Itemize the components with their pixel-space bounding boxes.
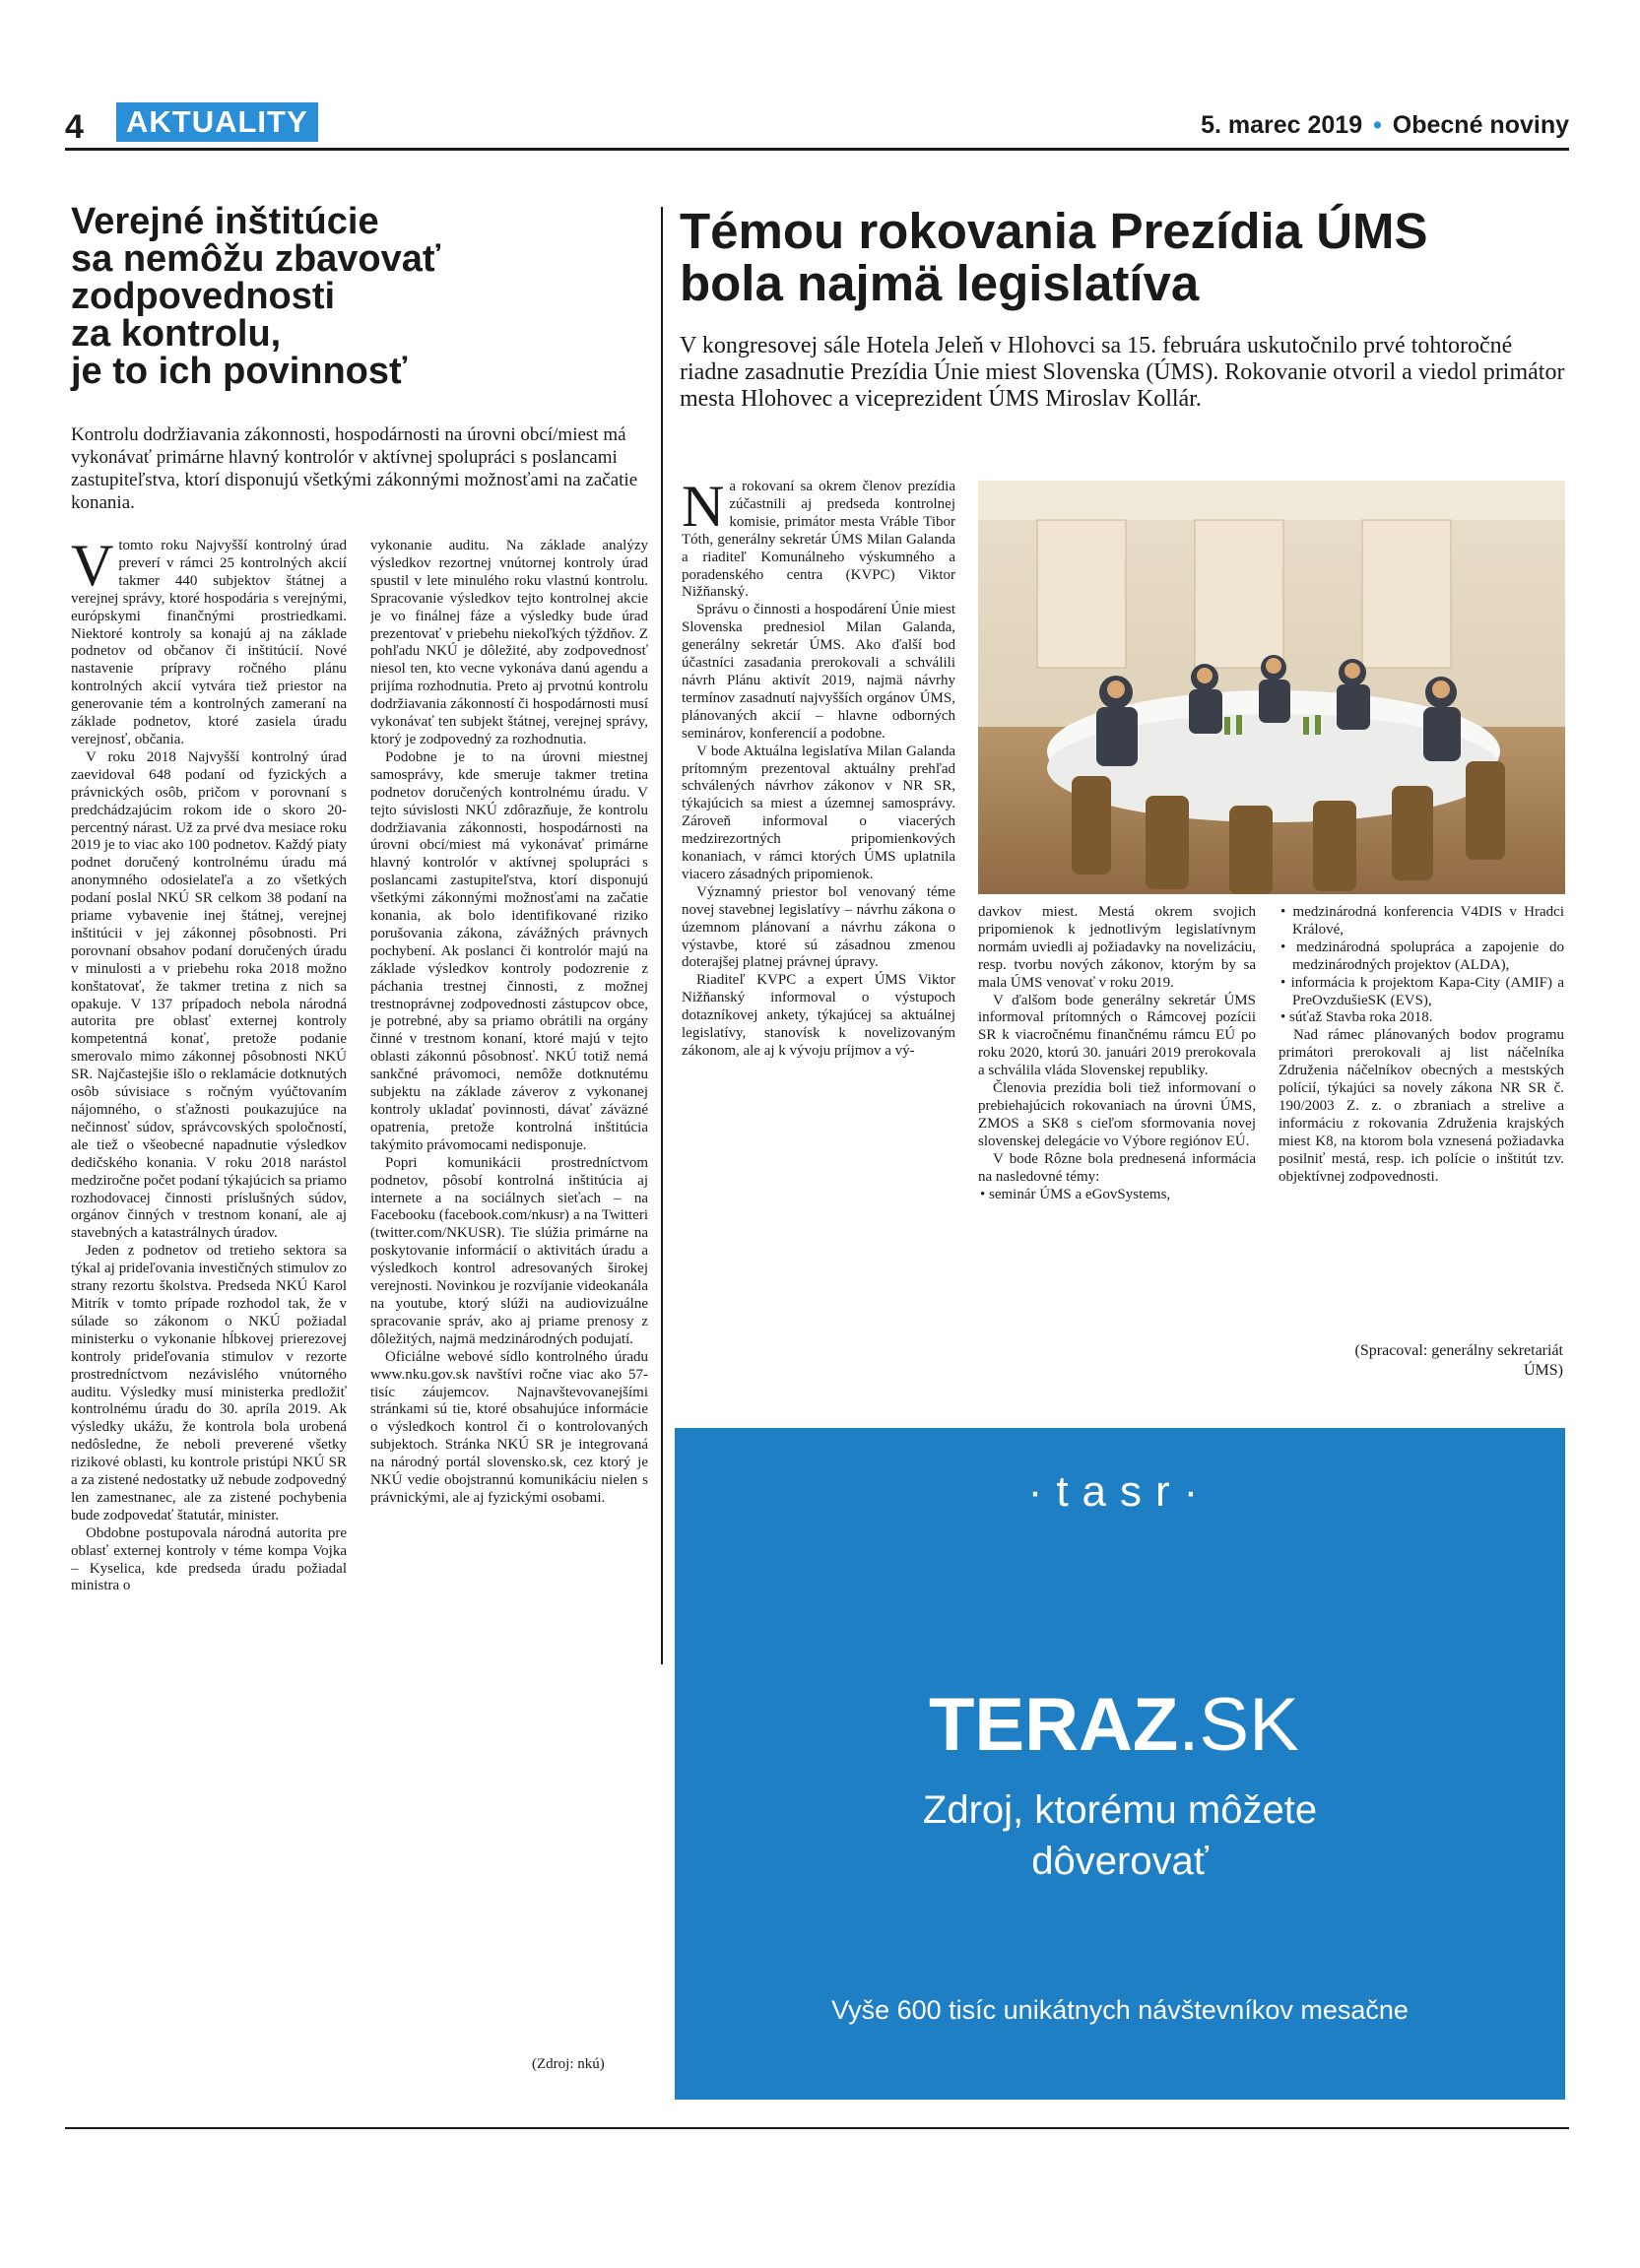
left-article-column-1 [71,538,347,2074]
teraz-sk-logo [929,1682,1299,1768]
tasr-logo: ·tasr· [1027,1467,1213,1516]
paragraph: V ďalšom bode generálny sekretár ÚMS informoval prítomných o Rámcovej pozícii SR k viacročnému finančnému rámcu EÚ po roku 2020, ktorú 30. januári 2019 prerokovala a schválila vláda Slovenskej republiky. [978,992,1256,1079]
claim-line: Zdroj, ktorému môžete [922,1788,1318,1832]
right-article-column-3 [1279,904,1564,1396]
left-article-headline [71,203,623,390]
issue-date-line [1201,111,1569,140]
list-item: • súťaž Stavba roka 2018. [1279,1009,1564,1027]
list-item: • medzinárodná konferencia V4DIS v Hradci Králové, [1279,904,1564,940]
paragraph: Jeden z podnetov od tretieho sektora sa týkal aj prideľovania investičných stimulov zo strany rezortu školstva. Predseda NKÚ Karol Mitrík v tomto prípade rozhodol tak, že v súlade so zákonom o NKÚ požiadal ministerku o vykonanie hĺbkovej prierezovej kontroly prideľovania stimulov v rezorte prostredníctvom nezávislého vnútorného auditu. Výsledky musí ministerka predložiť kontrolnému úradu do 30. apríla 2019. Ak výsledky ukážu, že kontrola bola urobená nedôsledne, že neboli preverené všetky rizikové oblasti, ku kontrole pristúpi NKÚ SR a za zistené nedostatky už nebude zodpovedný len zamestnanec, ale za zistené pochybenia bude zodpovedať štatutár, minister. [71,1243,347,1523]
paragraph: vykonanie auditu. Na základe analýzy výsledkov rezortnej vnútornej kontroly úrad spustil v lete minulého roku vlastnú kontrolu. Spracovanie výsledkov tejto kontrolnej akcie je vo finálnej fáze a výsledky bude úrad prezentovať v priebehu niekoľkých týždňov. Z pohľadu NKÚ je dôležité, aby zodpovednosť niesol ten, kto vecne vykonáva danú agendu a prijíma rozhodnutia. Preto aj prvotnú kontrolu dodržiavania zákonností či hospodárnosti musí vykonávať ten subjekt štátnej, verejnej správy, ktorý je zodpovedný za rozhodnutia. [370,538,648,747]
separator-dot: • [1373,111,1382,139]
ad-claim [675,1784,1565,1887]
paragraph: Významný priestor bol venovaný téme novej stavebnej legislatívy – návrhu zákona o územnom plánovaní a návrhu zákona o výstavbe, ktoré sú zásadnou zmenou doterajšej platnej právnej úpravy. [682,883,955,971]
right-article-column-1 [682,479,955,1394]
topic-list [1279,904,1564,1027]
paragraph-text: tomto roku Najvyšší kontrolný úrad preverí v rámci 25 kontrolných akcií takmer 440 subjektov štátnej a verejnej správy, ktoré hospodária s verejnými, európskymi finančnými prostriedkami. Niektoré kontroly sa konajú aj na základe podnetov od občanov či inštitúcií. Nové nastavenie prípravy ročného plánu kontrolných akcií vytvára tiež priestor na generovanie tém a kontrolných zameraní na základe podnetov, ktoré zasiela úradu verejnosť, občania. [71,538,347,747]
column-divider [661,207,663,1664]
tasr-advertisement[interactable] [675,1428,1565,2100]
paragraph: V bode Aktuálna legislatíva Milan Galanda prítomným prezentoval aktuálny prehľad schválených návrhov zákonov v NR SR, týkajúcich sa miest a územnej samosprávy. Zároveň informoval o viacerých medzirezortných pripomienkových konaniach, v rámci ktorých ÚMS uplatnila viacero zásadných pripomienok. [682,743,955,882]
right-article-source: (Spracoval: generálny sekretariát ÚMS) [1354,1342,1563,1379]
paragraph: Obdobne postupovala národná autorita pre oblasť externej kontroly v téme kompa Vojka – Kyselica, kde predseda úradu požiadal ministra o [71,1524,347,1594]
left-article-source: (Zdroj: nkú) [532,2056,605,2072]
right-article-headline [680,205,1576,309]
page-number: 4 [65,108,84,146]
brand-bold: TERAZ [929,1683,1179,1767]
header-rule [65,148,1569,151]
paragraph: V roku 2018 Najvyšší kontrolný úrad zaevidoval 648 podaní od fyzických a právnických osôb, pričom v porovnaní s predchádzajúcim rokom ide o skoro 20-percentný nárast. Už za prvé dva mesiace roku 2019 je to viac ako 100 podnetov. Každý piaty podnet doručený kontrolnému úradu má anonymného odosielateľa a zo všetkých podaní poslal NKÚ SR celkom 38 podaní na priame vybavenie inej štátnej, verejnej inštitúcii v jej zákonnej pôsobnosti. Pri porovnaní obsahov podaní doručených úradu v minulosti a v priebehu roka 2018 možno konštatovať, že takmer tretina z nich sa opakuje. V 137 prípadoch nebola národná autorita pre oblasť externej kontroly kompetentná konať, pretože podanie smerovalo mimo zákonnej pôsobnosti NKÚ SR. Najčastejšie išlo o reklamácie dotknutých osôb súvisiace s ročným vyúčtovaním nájomného, o sťažnosti poukazujúce na nečinnosť súdov, správcovských spoločností, ale tiež o všeobecné napadnutie výsledkov dedičského konania. V roku 2018 narástol medziročne počet podaní týkajúcich sa priamo rozhodovacej činnosti príslušných súdov, orgánov činných v trestnom konaní, ale aj stavebných a katastrálnych úradov. [71,748,347,1242]
issue-date: 5. marec 2019 [1201,111,1363,139]
paragraph: Podobne je to na úrovni miestnej samosprávy, kde smeruje takmer tretina podnetov doručených kontrolnému úradu. V tejto súvislosti NKÚ zdôrazňuje, že kontrolu dodržiavania zákonnosti, hospodárnosti na úrovni obcí/miest má vykonávať primárne hlavný kontrolór v aktívnej spolupráci s poslancami zastupiteľstva, ktorí disponujú všetkými zákonnými možnosťami na začatie konania, ak bolo identifikované riziko porušovania zákona, závážných právnych pochybení. Ak poslanci či kontrolór majú na základe výsledkov kontroly podozrenie z páchania trestnej činnosti, z možnej trestnoprávnej zodpovednosti zástupcov obce, je potrebné, aby sa priamo obrátili na orgány činné v trestnom konaní, ktoré majú v tejto oblasti zákonnú pôsobnosť. NKÚ totiž nemá sankčné právomoci, nemôže dotknutému subjektu na základe záverov z vykonanej kontroly ukladať povinnosti, dávať záväzné opatrenia, pretože kontrolná inštitúcia takýmito právomocami nedisponuje. [370,748,648,1153]
left-article-column-2 [370,538,648,2044]
drop-cap: N [682,479,725,539]
list-item: • seminár ÚMS a eGovSystems, [978,1187,1256,1204]
meeting-photo [978,481,1565,894]
claim-line: dôverovať [1031,1840,1209,1883]
list-item: • informácia k projektom Kapa-City (AMIF) a PreOvzdušieSK (EVS), [1279,975,1564,1010]
paragraph: Popri komunikácii prostredníctvom podnetov, pôsobí kontrolná inštitúcia aj internete a na sociálnych sieťach – na Facebooku (facebook.com/nkusr) a na Twitteri (twitter.com/NKUSR). Tie slúžia primárne na poskytovanie informácií o aktivitách úradu a výsledkoch kontrol adresovaných širokej verejnosti. Novinkou je rozvíjanie videokanála na youtube, ktorý slúži na audiovizuálne spracovanie správ, ako aj priame prenosy z dôležitých, najmä medzinárodných podujatí. [370,1154,648,1347]
brand-light: .SK [1178,1683,1299,1767]
headline-line: zodpovednosti [71,276,336,317]
drop-cap: V [71,538,114,598]
list-item: • medzinárodná spolupráca a zapojenie do medzinárodných projektov (ALDA), [1279,940,1564,975]
publication-name: Obecné noviny [1392,111,1569,139]
paragraph-text: a rokovaní sa okrem členov prezídia zúčastnili aj predseda kontrolnej komisie, primátor mesta Vráble Tibor Tóth, generálny sekretár ÚMS Milan Galanda a riaditeľ Komunálneho výskumného a poradenského centra (KVPC) Viktor Nižňanský. [682,479,955,601]
paragraph: Nad rámec plánovaných bodov programu primátori prerokovali aj list náčelníka Združenia náčelníkov obecných a mestských polícií, týkajúci sa novely zákona NR SR č. 190/2003 Z. z. o zbraniach a strelive a informáciu z rokovania Združenia krajských miest K8, na ktorom bola vznesená požiadavka posilniť mestá, resp. ich polície o inštitút tzv. objektívnej zodpovednosti. [1279,1027,1564,1185]
paragraph: Členovia prezídia boli tiež informovaní o prebiehajúcich rokovaniach na úrovni ÚMS, ZMOS a SK8 s cieľom sformovania novej slovenskej delegácie vo Výbore regiónov EÚ. [978,1080,1256,1149]
headline-line: sa nemôžu zbavovať [71,238,441,280]
paragraph: Riaditeľ KVPC a expert ÚMS Viktor Nižňanský informoval o výstupoch dotazníkovej ankety, týkajúcej sa aktuálnej legislatívy, stanovísk k novelizovaným zákonom, ale aj k vývoju príjmov a vý- [682,972,955,1059]
left-article-lead: Kontrolu dodržiavania zákonnosti, hospodárnosti na úrovni obcí/miest má vykonávať primárne hlavný kontrolór v aktívnej spolupráci s poslancami zastupiteľstva, ktorí disponujú všetkými zákonnými možnosťami na začatie konania. [71,424,638,513]
headline-line: je to ich povinnosť [71,351,408,392]
headline-line: Témou rokovania Prezídia ÚMS [680,203,1428,259]
headline-line: bola najmä legislatíva [680,255,1200,311]
headline-line: za kontrolu, [71,313,282,355]
topic-list [978,1187,1256,1204]
footer-rule [65,2127,1569,2129]
paragraph: V bode Rôzne bola prednesená informácia na nasledovné témy: [978,1150,1256,1185]
right-article-lead: V kongresovej sále Hotela Jeleň v Hlohovci sa 15. februára uskutočnilo prvé tohtoročné riadne zasadnutie Prezídia Únie miest Slovenska (ÚMS). Rokovanie otvoril a viedol primátor mesta Hlohovec a viceprezident ÚMS Miroslav Kollár. [680,333,1565,412]
paragraph [682,479,955,602]
right-article-column-2 [978,904,1256,1396]
paragraph [71,538,347,749]
paragraph: Správu o činnosti a hospodárení Únie miest Slovenska prednesiol Milan Galanda, generálny sekretár ÚMS. Ako ďalší bod účastníci zasadania prerokovali a schválili návrh Plánu aktivít 2019, najmä návrhy termínov zasadnutí najvyšších orgánov ÚMS, plánovaných akcií – hlavne odborných seminárov, konferencií a podobne. [682,602,955,742]
section-tag: AKTUALITY [116,102,318,142]
paragraph: Oficiálne webové sídlo kontrolného úradu www.nku.gov.sk navštívi ročne viac ako 57-tisíc záujemcov. Najnavštevovanejšími stránkami sú tie, ktoré obsahujúce informácie o výsledkoch kontrol či o kontrolovaných subjektoch. Stránka NKÚ SR je integrovaná na národný portál slovensko.sk, cez ktorý je NKÚ vedie obojstrannú komunikáciu nielen s právnickými, ale aj fyzickými osobami. [370,1348,648,1506]
paragraph: davkov miest. Mestá okrem svojich pripomienok k jednotlivým legislatívnym normám uviedli aj požiadavky na novelizáciu, resp. tvorbu nových zákonov, ktorým by sa mala ÚMS venovať v roku 2019. [978,904,1256,991]
ad-visitors-text: Vyše 600 tisíc unikátnych návštevníkov mesačne [831,1995,1409,2025]
headline-line: Verejné inštitúcie [71,201,379,242]
